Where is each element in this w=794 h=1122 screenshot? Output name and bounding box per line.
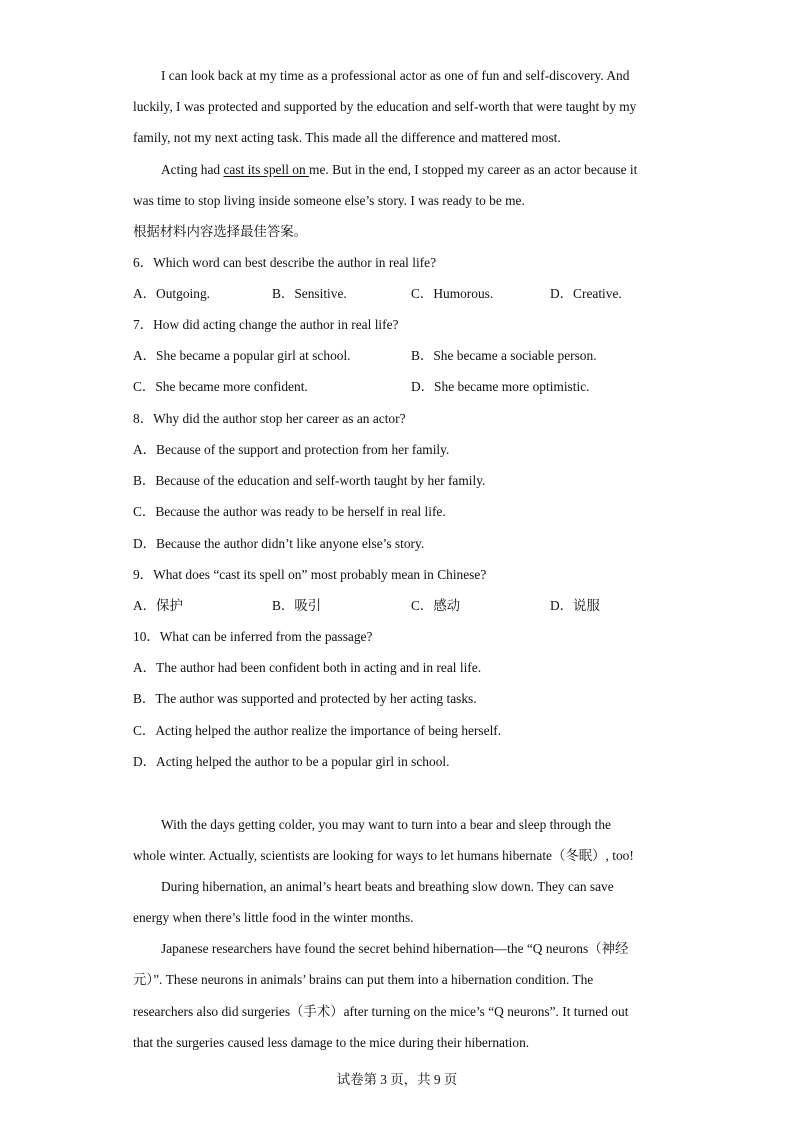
underlined-phrase: cast its spell on (223, 162, 310, 177)
passage-line: luckily, I was protected and supported by the education and self-worth that were taught by my (133, 99, 637, 114)
page-footer: 试卷第 3 页，共 9 页 (336, 1072, 458, 1087)
passage-text: me. But in the end, I stopped my career as an actor because it (309, 162, 638, 177)
question-stem: 8．Why did the author stop her career as an actor? (133, 411, 406, 426)
passage-text: Acting had (161, 162, 224, 177)
passage-line (161, 161, 701, 179)
passage-line: was time to stop living inside someone else’s story. I was ready to be me. (133, 193, 525, 208)
option-b[interactable]: B．The author was supported and protected by her acting tasks. (133, 691, 477, 706)
option-a[interactable]: A．The author had been confident both in acting and in real life. (133, 660, 482, 675)
option-b[interactable]: B．Because of the education and self-worth taught by her family. (133, 473, 486, 488)
option-a[interactable]: A．She became a popular girl at school. (133, 348, 351, 363)
option-d[interactable]: D．Acting helped the author to be a popular girl in school. (133, 754, 450, 769)
question-stem: 9．What does “cast its spell on” most probably mean in Chinese? (133, 567, 487, 582)
option-b[interactable]: B．吸引 (272, 598, 322, 613)
option-d[interactable]: D．Creative. (550, 286, 622, 301)
option-c[interactable]: C．Because the author was ready to be herself in real life. (133, 504, 446, 519)
passage-line: that the surgeries caused less damage to the mice during their hibernation. (133, 1035, 530, 1050)
option-c[interactable]: C．She became more confident. (133, 379, 308, 394)
option-d[interactable]: D．说服 (550, 598, 600, 613)
passage-line: energy when there’s little food in the winter months. (133, 910, 414, 925)
option-d[interactable]: D．She became more optimistic. (411, 379, 590, 394)
passage-line: 元）”. These neurons in animals’ brains can put them into a hibernation condition. The (133, 972, 594, 987)
option-c[interactable]: C．感动 (411, 598, 461, 613)
question-stem: 6．Which word can best describe the author in real life? (133, 255, 437, 270)
question-stem: 7．How did acting change the author in real life? (133, 317, 399, 332)
option-b[interactable]: B．Sensitive. (272, 286, 347, 301)
passage-line: With the days getting colder, you may want to turn into a bear and sleep through the (161, 817, 611, 832)
option-a[interactable]: A．保护 (133, 598, 183, 613)
question-stem: 10．What can be inferred from the passage? (133, 629, 373, 644)
passage-line: I can look back at my time as a professional actor as one of fun and self-discovery. And (161, 68, 630, 83)
passage-line: During hibernation, an animal’s heart beats and breathing slow down. They can save (161, 879, 614, 894)
option-c[interactable]: C．Humorous. (411, 286, 494, 301)
passage-line: Japanese researchers have found the secret behind hibernation—the “Q neurons（神经 (161, 941, 629, 956)
option-a[interactable]: A．Outgoing. (133, 286, 210, 301)
passage-line: family, not my next acting task. This made all the difference and mattered most. (133, 130, 561, 145)
option-c[interactable]: C．Acting helped the author realize the importance of being herself. (133, 723, 502, 738)
option-d[interactable]: D．Because the author didn’t like anyone else’s story. (133, 536, 425, 551)
passage-line: researchers also did surgeries（手术）after turning on the mice’s “Q neurons”. It turned out (133, 1004, 629, 1019)
instruction: 根据材料内容选择最佳答案。 (133, 224, 308, 239)
option-a[interactable]: A．Because of the support and protection from her family. (133, 442, 450, 457)
passage-line: whole winter. Actually, scientists are looking for ways to let humans hibernate（冬眠）, too! (133, 848, 634, 863)
option-b[interactable]: B．She became a sociable person. (411, 348, 597, 363)
